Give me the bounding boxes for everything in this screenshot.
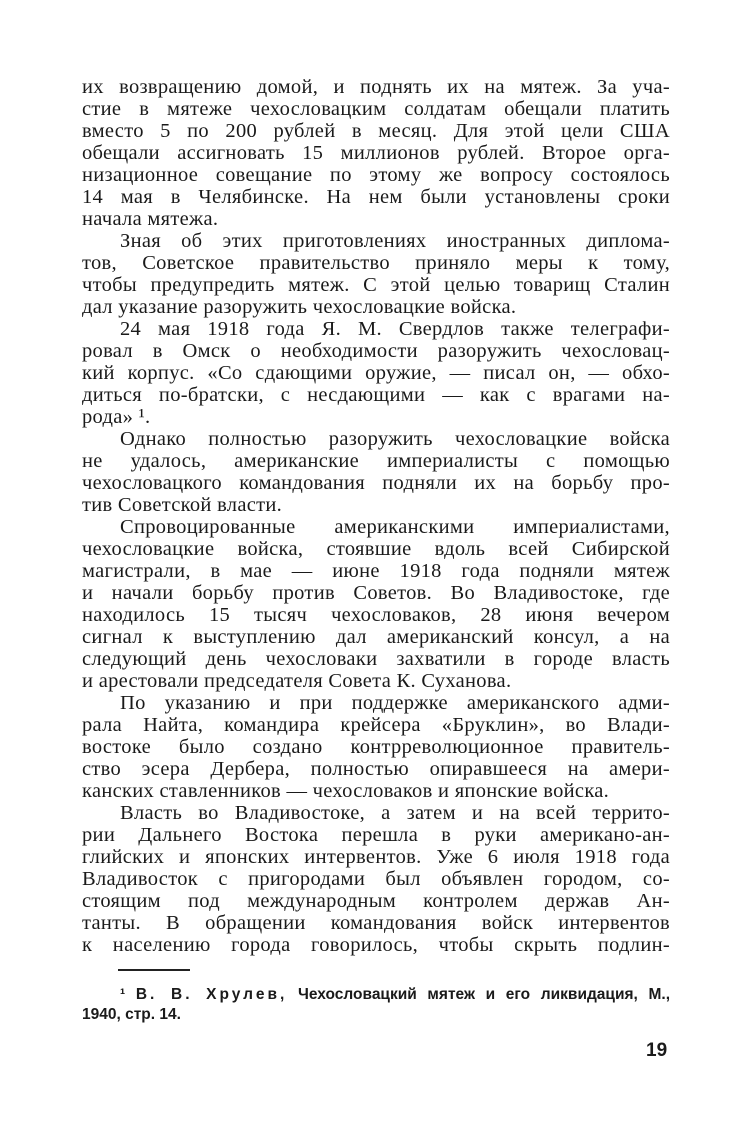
body-text <box>82 76 670 956</box>
paragraph <box>82 802 670 956</box>
text-line: востоке было создано контрреволюционное правитель- <box>82 736 670 758</box>
text-line: Владивосток с пригородами был объявлен городом, со- <box>82 868 670 890</box>
text-line: и арестовали председателя Совета К. Суханова. <box>82 670 512 692</box>
footnote-line <box>82 985 670 1005</box>
text-line: тов, Советское правительство приняло меры к тому, <box>82 252 670 274</box>
footnote-divider <box>118 969 190 971</box>
text-line: чехословацкого командования подняли их на борьбу про- <box>82 472 670 494</box>
text-line: стоящим под международным контролем держав Ан- <box>82 890 670 912</box>
text-line: их возвращению домой, и поднять их на мятеж. За уча- <box>82 76 670 98</box>
text-line: не удалось, американские империалисты с помощью <box>82 450 670 472</box>
text-line: стие в мятеже чехословацким солдатам обещали платить <box>82 98 670 120</box>
text-line: Однако полностью разоружить чехословацкие войска <box>120 428 670 450</box>
text-line: канских ставленников — чехословаков и японские войска. <box>82 780 610 802</box>
text-line: начала мятежа. <box>82 208 219 230</box>
text-line: 14 мая в Челябинске. На нем были установлены сроки <box>82 186 670 208</box>
text-line: вместо 5 по 200 рублей в месяц. Для этой цели США <box>82 120 670 142</box>
footnote <box>82 985 670 1025</box>
text-line: По указанию и при поддержке американского адми- <box>120 692 670 714</box>
text-line: танты. В обращении командования войск интервентов <box>82 912 670 934</box>
footnote-line: 1940, стр. 14. <box>82 1006 181 1023</box>
footnote-marker: ¹ <box>120 986 126 1003</box>
text-line: диться по-братски, с несдающими — как с врагами на- <box>82 384 670 406</box>
text-line: чтобы предупредить мятеж. С этой целью товарищ Сталин <box>82 274 670 296</box>
text-line: чехословацкие войска, стоявшие вдоль всей Сибирской <box>82 538 670 560</box>
text-line: следующий день чехословаки захватили в городе власть <box>82 648 670 670</box>
text-line: ровал в Омск о необходимости разоружить чехословац- <box>82 340 670 362</box>
text-line: низационное совещание по этому же вопросу состоялось <box>82 164 670 186</box>
text-line: ство эсера Дербера, полностью опиравшееся на амери- <box>82 758 670 780</box>
paragraph <box>82 692 670 802</box>
text-line: Власть во Владивостоке, а затем и на всей террито- <box>120 802 670 824</box>
text-line: рода» ¹. <box>82 406 151 428</box>
text-line: сигнал к выступлению дал американский консул, а на <box>82 626 670 648</box>
text-line: обещали ассигновать 15 миллионов рублей. Второе орга- <box>82 142 670 164</box>
paragraph <box>82 516 670 692</box>
text-line: и начали борьбу против Советов. Во Владивостоке, где <box>82 582 670 604</box>
footnote-author: В. В. Хрулев, <box>135 986 288 1003</box>
text-line: дал указание разоружить чехословацкие войска. <box>82 296 517 318</box>
page-number: 19 <box>646 1040 668 1061</box>
text-line: кий корпус. «Со сдающими оружие, — писал он, — обхо- <box>82 362 670 384</box>
text-line: Спровоцированные американскими империалистами, <box>120 516 670 538</box>
text-line: к населению города говорилось, чтобы скрыть подлин- <box>82 934 670 956</box>
text-line: рии Дальнего Востока перешла в руки американо-ан- <box>82 824 670 846</box>
text-line: тив Советской власти. <box>82 494 283 516</box>
footnote-title: Чехословацкий мятеж и его ликвидация, М., <box>297 986 671 1003</box>
paragraph <box>82 76 670 230</box>
text-line: находилось 15 тысяч чехословаков, 28 июня вечером <box>82 604 670 626</box>
text-line: Зная об этих приготовлениях иностранных диплома- <box>120 230 670 252</box>
text-line: глийских и японских интервентов. Уже 6 июля 1918 года <box>82 846 670 868</box>
paragraph <box>82 318 670 428</box>
text-line: рала Найта, командира крейсера «Бруклин», во Влади- <box>82 714 670 736</box>
text-line: магистрали, в мае — июне 1918 года подняли мятеж <box>82 560 670 582</box>
paragraph <box>82 230 670 318</box>
paragraph <box>82 428 670 516</box>
text-line: 24 мая 1918 года Я. М. Свердлов также телеграфи- <box>120 318 670 340</box>
